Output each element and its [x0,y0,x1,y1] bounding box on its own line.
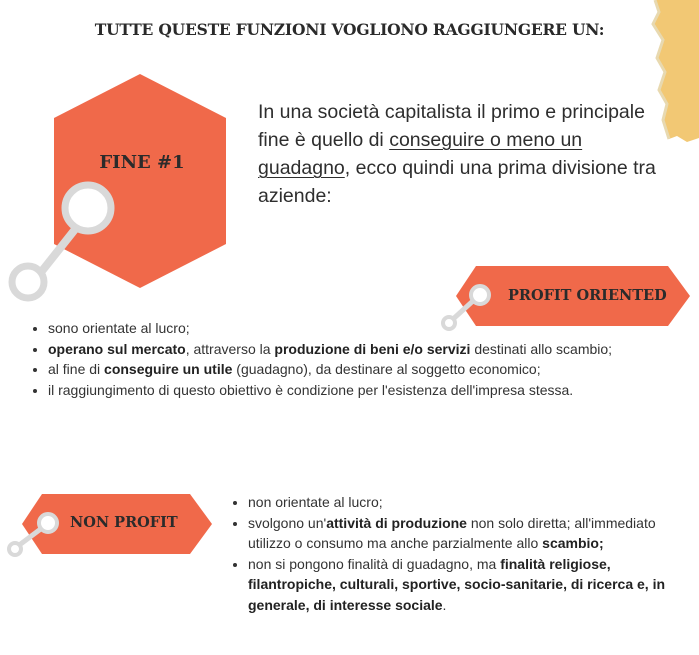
list-item: • non orientate al lucro; [248,492,680,513]
intro-text-2: , ecco quindi una prima divisione tra aziende: [258,157,656,207]
list-item: • al fine di conseguire un utile (guadagno), da destinare al soggetto economico; [48,359,680,380]
profit-list [30,318,680,400]
list-item: • svolgono un'attività di produzione non solo diretta; all'immediato utilizzo o consumo ma anche parzialmente allo scambio; [248,513,680,554]
intro-paragraph [258,98,678,210]
intro-underlined-text: conseguire o meno un guadagno [258,129,583,179]
fine-badge-label: FINE #1 [99,152,185,173]
profit-oriented-label: PROFIT ORIENTED [508,287,667,304]
list-item: • sono orientate al lucro; [48,318,680,339]
list-item: • non si pongono finalità di guadagno, ma finalità religiose, filantropiche, culturali, sportive, socio-sanitarie, di ricerca e, in generale, di interesse sociale. [248,554,680,616]
non-profit-label: NON PROFIT [70,514,178,531]
fine-hexagon-badge [4,74,236,306]
list-item: • il raggiungimento di questo obiettivo è condizione per l'esistenza dell'impresa stessa. [48,380,680,401]
list-item: • operano sul mercato, attraverso la produzione di beni e/o servizi destinati allo scambio; [48,339,680,360]
intro-text-1: In una società capitalista il primo e principale fine è quello di [258,101,645,151]
non-profit-list [230,492,680,615]
page-title: TUTTE QUESTE FUNZIONI VOGLIONO RAGGIUNGERE UN: [94,20,605,39]
